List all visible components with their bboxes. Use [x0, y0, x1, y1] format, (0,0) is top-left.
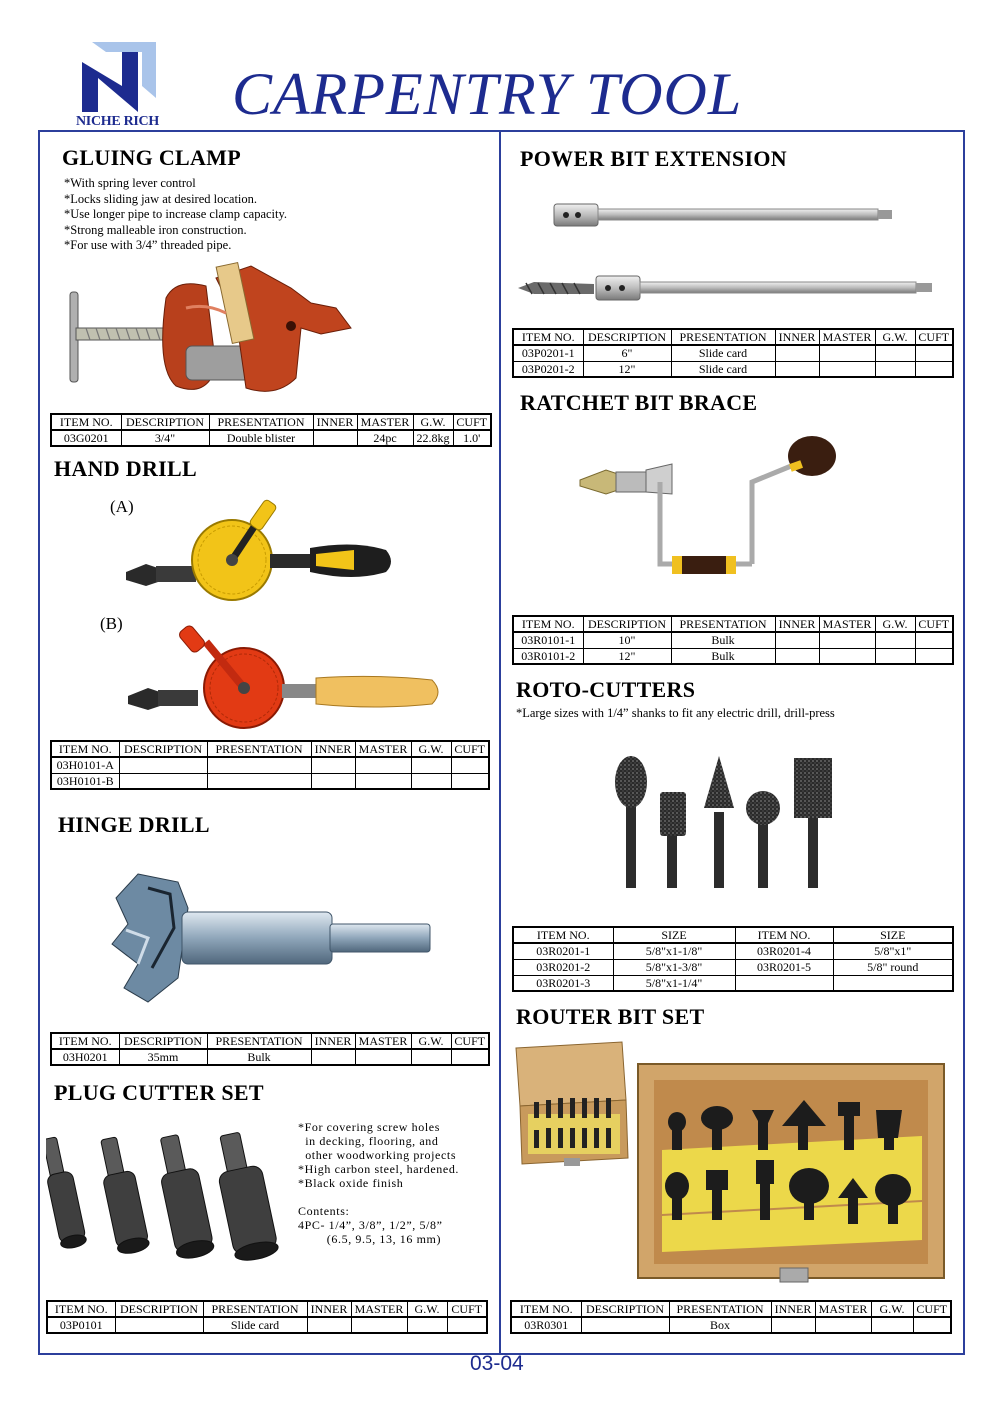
header-cell: ITEM NO.: [511, 1301, 581, 1317]
gluing-clamp-spec-table: [50, 413, 492, 447]
gluing-clamp-note: *Use longer pipe to increase clamp capacity.: [64, 207, 288, 221]
cell: [871, 1317, 913, 1333]
header-cell: MASTER: [815, 1301, 871, 1317]
roto-cutters-image: [612, 752, 842, 892]
router-bit-set-image: [512, 1040, 948, 1286]
page-title: CARPENTRY TOOL: [232, 61, 743, 127]
cell: 12": [583, 361, 671, 377]
cell: [355, 757, 411, 773]
cell: [411, 773, 451, 789]
header-cell: ITEM NO.: [51, 1033, 119, 1049]
cell: 03P0201-1: [513, 345, 583, 361]
cell: [819, 361, 875, 377]
cell: [451, 773, 489, 789]
header-cell: INNER: [771, 1301, 815, 1317]
roto-cutters-title: ROTO-CUTTERS: [516, 677, 696, 702]
header-cell: DESCRIPTION: [119, 741, 207, 757]
cell: [451, 757, 489, 773]
cell: 24pc: [357, 430, 413, 446]
spec-header-row: [513, 329, 953, 345]
power-bit-extension-image: [514, 196, 938, 306]
cell: 1.0': [453, 430, 491, 446]
header-cell: MASTER: [351, 1301, 407, 1317]
header-cell: G.W.: [413, 414, 453, 430]
header-cell: CUFT: [915, 329, 953, 345]
table-row: [513, 632, 953, 648]
header-cell: CUFT: [451, 741, 489, 757]
cell: [307, 1317, 351, 1333]
plug-cutter-notes: [298, 1120, 459, 1246]
cell: [875, 632, 915, 648]
header-cell: G.W.: [411, 1033, 451, 1049]
cell: 03R0201-4: [735, 943, 833, 959]
cell: 03R0201-1: [513, 943, 613, 959]
header-cell: CUFT: [915, 616, 953, 632]
cell: [115, 1317, 203, 1333]
header-cell: CUFT: [451, 1033, 489, 1049]
header-cell: MASTER: [819, 616, 875, 632]
cell: [735, 975, 833, 991]
cell: [355, 1049, 411, 1065]
cell: 03R0301: [511, 1317, 581, 1333]
ratchet-bit-brace-image: [576, 434, 846, 590]
cell: [815, 1317, 871, 1333]
cell: [447, 1317, 487, 1333]
header-cell: MASTER: [355, 1033, 411, 1049]
cell: 5/8"x1-3/8": [613, 959, 735, 975]
page-number: 03-04: [470, 1352, 524, 1375]
cell: [875, 648, 915, 664]
cell: [207, 773, 311, 789]
header-cell: ITEM NO.: [513, 329, 583, 345]
plug-cutter-note: *Black oxide finish: [298, 1176, 404, 1190]
cell: [915, 361, 953, 377]
header-cell: INNER: [307, 1301, 351, 1317]
power-bit-title: POWER BIT EXTENSION: [520, 146, 787, 171]
header-cell: PRESENTATION: [669, 1301, 771, 1317]
header-cell: MASTER: [819, 329, 875, 345]
header-cell: INNER: [311, 741, 355, 757]
hand-drill-b-image: [126, 622, 446, 734]
hinge-drill-title: HINGE DRILL: [58, 812, 210, 837]
header-cell: G.W.: [407, 1301, 447, 1317]
table-row: [513, 975, 953, 991]
plug-cutter-contents: (6.5, 9.5, 13, 16 mm): [298, 1232, 442, 1246]
plug-cutter-spec-table: [46, 1300, 488, 1334]
table-row: [51, 757, 489, 773]
hand-drill-label-a: (A): [110, 497, 134, 516]
spec-header-row: [513, 616, 953, 632]
cell: 22.8kg: [413, 430, 453, 446]
cell: [207, 757, 311, 773]
cell: [915, 632, 953, 648]
hand-drill-title: HAND DRILL: [54, 456, 197, 481]
cell: 3/4": [121, 430, 209, 446]
header-cell: ITEM NO.: [51, 414, 121, 430]
cell: [875, 361, 915, 377]
hand-drill-spec-table: [50, 740, 490, 790]
table-row: [47, 1317, 487, 1333]
cell: [119, 773, 207, 789]
cell: [875, 345, 915, 361]
ratchet-spec-table: [512, 615, 954, 665]
cell: [819, 632, 875, 648]
cell: [771, 1317, 815, 1333]
header-cell: CUFT: [453, 414, 491, 430]
plug-cutter-title: PLUG CUTTER SET: [54, 1080, 264, 1105]
header-cell: INNER: [311, 1033, 355, 1049]
header-cell: PRESENTATION: [203, 1301, 307, 1317]
cell: Bulk: [207, 1049, 311, 1065]
header-cell: G.W.: [871, 1301, 913, 1317]
table-row: [513, 959, 953, 975]
header-cell: PRESENTATION: [207, 741, 311, 757]
header-cell: PRESENTATION: [207, 1033, 311, 1049]
gluing-clamp-notes: [64, 176, 287, 254]
cell: 03R0101-2: [513, 648, 583, 664]
gluing-clamp-image: [66, 258, 358, 406]
cell: [775, 361, 819, 377]
cell: [819, 345, 875, 361]
header-cell: G.W.: [411, 741, 451, 757]
cell: [775, 648, 819, 664]
header-cell: ITEM NO.: [51, 741, 119, 757]
router-bit-set-title: ROUTER BIT SET: [516, 1004, 705, 1029]
cell: 35mm: [119, 1049, 207, 1065]
cell: 10": [583, 632, 671, 648]
header-cell: MASTER: [357, 414, 413, 430]
cell: 03R0201-2: [513, 959, 613, 975]
header-cell: INNER: [775, 616, 819, 632]
plug-cutter-note: *High carbon steel, hardened.: [298, 1162, 460, 1176]
header-cell: DESCRIPTION: [583, 329, 671, 345]
roto-cutters-note: *Large sizes with 1/4” shanks to fit any electric drill, drill-press: [516, 706, 835, 720]
spec-header-row: [51, 414, 491, 430]
spec-header-row: [511, 1301, 951, 1317]
column-divider: [499, 131, 501, 1354]
cell: 5/8"x1-1/8": [613, 943, 735, 959]
header-cell: ITEM NO.: [735, 927, 833, 943]
cell: [451, 1049, 489, 1065]
cell: [411, 1049, 451, 1065]
cell: Bulk: [671, 632, 775, 648]
gluing-clamp-note: *For use with 3/4” threaded pipe.: [64, 238, 232, 252]
plug-cutter-note: in decking, flooring, and: [298, 1134, 439, 1148]
plug-cutter-contents: 4PC- 1/4”, 3/8”, 1/2”, 5/8”: [298, 1218, 443, 1232]
roto-cutters-size-table: [512, 926, 954, 992]
plug-cutter-note: other woodworking projects: [298, 1148, 457, 1162]
cell: 03H0201: [51, 1049, 119, 1065]
header-cell: SIZE: [613, 927, 735, 943]
header-cell: INNER: [313, 414, 357, 430]
header-cell: INNER: [775, 329, 819, 345]
table-row: [513, 648, 953, 664]
hand-drill-a-image: [124, 492, 396, 604]
header-cell: PRESENTATION: [209, 414, 313, 430]
gluing-clamp-note: *With spring lever control: [64, 176, 196, 190]
header-cell: DESCRIPTION: [121, 414, 209, 430]
cell: [407, 1317, 447, 1333]
spec-header-row: [51, 1033, 489, 1049]
cell: 03R0201-5: [735, 959, 833, 975]
header-cell: DESCRIPTION: [119, 1033, 207, 1049]
plug-cutter-contents-label: Contents:: [298, 1204, 350, 1218]
table-row: [513, 361, 953, 377]
cell: [351, 1317, 407, 1333]
cell: Slide card: [671, 361, 775, 377]
spec-header-row: [47, 1301, 487, 1317]
cell: [311, 757, 355, 773]
cell: 12": [583, 648, 671, 664]
cell: Double blister: [209, 430, 313, 446]
cell: [775, 345, 819, 361]
table-row: [51, 1049, 489, 1065]
header-cell: MASTER: [355, 741, 411, 757]
ratchet-title: RATCHET BIT BRACE: [520, 390, 758, 415]
header-cell: ITEM NO.: [47, 1301, 115, 1317]
cell: [355, 773, 411, 789]
header-cell: G.W.: [875, 329, 915, 345]
table-row: [51, 430, 491, 446]
cell: [311, 773, 355, 789]
header-cell: PRESENTATION: [671, 329, 775, 345]
cell: [915, 648, 953, 664]
table-row: [513, 345, 953, 361]
gluing-clamp-title: GLUING CLAMP: [62, 145, 241, 170]
cell: 03R0101-1: [513, 632, 583, 648]
table-row: [511, 1317, 951, 1333]
header-cell: DESCRIPTION: [115, 1301, 203, 1317]
header-cell: ITEM NO.: [513, 927, 613, 943]
cell: [915, 345, 953, 361]
cell: [913, 1317, 951, 1333]
cell: 03G0201: [51, 430, 121, 446]
brand-name: NICHE RICH: [76, 114, 159, 129]
cell: [119, 757, 207, 773]
header-cell: DESCRIPTION: [581, 1301, 669, 1317]
table-row: [51, 773, 489, 789]
hand-drill-label-b: (B): [100, 614, 123, 633]
cell: [819, 648, 875, 664]
cell: 03R0201-3: [513, 975, 613, 991]
header-cell: G.W.: [875, 616, 915, 632]
cell: 5/8"x1": [833, 943, 953, 959]
cell: 03H0101-A: [51, 757, 119, 773]
cell: Slide card: [203, 1317, 307, 1333]
hinge-drill-image: [108, 868, 434, 1008]
cell: 03H0101-B: [51, 773, 119, 789]
header-cell: PRESENTATION: [671, 616, 775, 632]
cell: 03P0201-2: [513, 361, 583, 377]
cell: [833, 975, 953, 991]
hinge-drill-spec-table: [50, 1032, 490, 1066]
cell: [411, 757, 451, 773]
cell: [775, 632, 819, 648]
power-bit-spec-table: [512, 328, 954, 378]
gluing-clamp-note: *Locks sliding jaw at desired location.: [64, 191, 258, 206]
cell: 03P0101: [47, 1317, 115, 1333]
cell: Slide card: [671, 345, 775, 361]
cell: 5/8" round: [833, 959, 953, 975]
plug-cutter-note: *For covering screw holes: [298, 1120, 440, 1134]
spec-header-row: [51, 741, 489, 757]
header-cell: CUFT: [447, 1301, 487, 1317]
cell: [313, 430, 357, 446]
header-cell: ITEM NO.: [513, 616, 583, 632]
table-row: [513, 943, 953, 959]
cell: Box: [669, 1317, 771, 1333]
cell: 6": [583, 345, 671, 361]
header-cell: DESCRIPTION: [583, 616, 671, 632]
cell: 5/8"x1-1/4": [613, 975, 735, 991]
header-cell: SIZE: [833, 927, 953, 943]
spec-header-row: [513, 927, 953, 943]
cell: [311, 1049, 355, 1065]
gluing-clamp-note: *Strong malleable iron construction.: [64, 222, 247, 237]
plug-cutter-image: [46, 1132, 292, 1262]
header-cell: CUFT: [913, 1301, 951, 1317]
cell: Bulk: [671, 648, 775, 664]
cell: [581, 1317, 669, 1333]
router-bit-set-spec-table: [510, 1300, 952, 1334]
